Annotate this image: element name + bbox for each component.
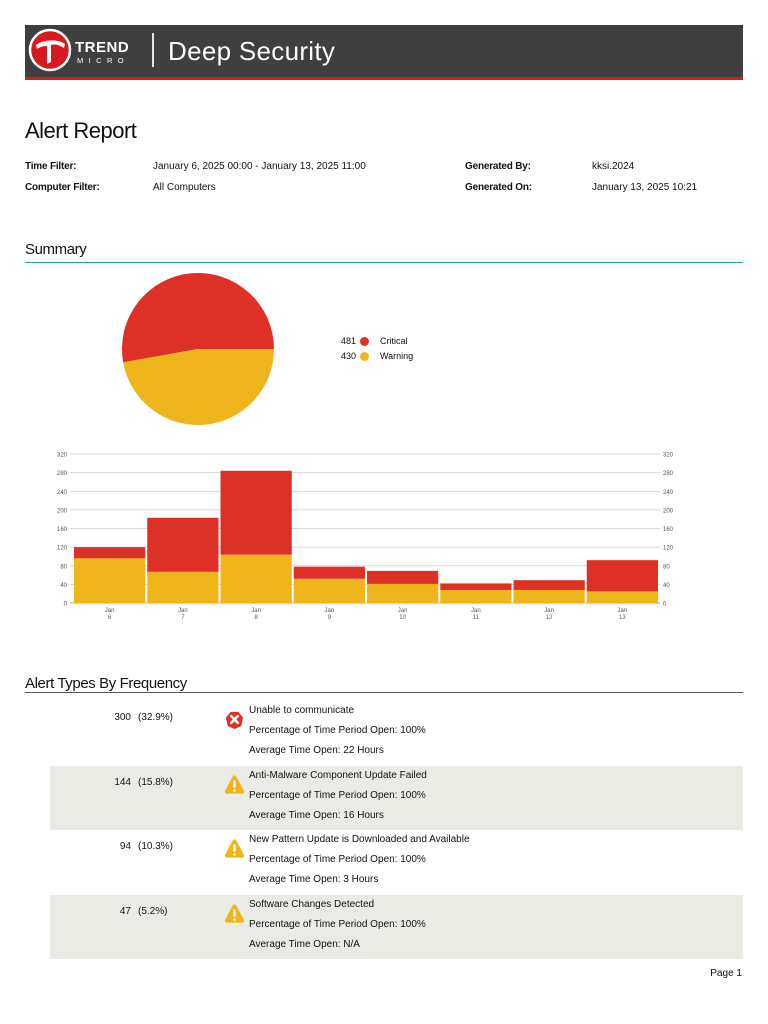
bar-segment-critical [440,583,511,590]
bar-segment-warning [367,584,438,603]
y-tick-label-right: 280 [663,471,674,478]
trend-micro-logo-icon [28,28,72,72]
bar-segment-warning [294,579,365,603]
bar-segment-warning [221,555,292,603]
alert-count: 47 [119,906,131,917]
header-banner [25,25,743,80]
x-tick-label: 11 [472,615,479,621]
alert-percentage: (5.2%) [138,906,168,917]
legend-label: Warning [380,351,414,361]
alert-type-row [50,830,743,894]
x-tick-label: 8 [254,615,258,621]
x-tick-label: 13 [619,615,626,621]
y-tick-label-left: 280 [56,471,67,478]
time-filter-label: Time Filter: [25,161,77,172]
y-tick-label-left: 40 [60,582,67,589]
bar-segment-warning [587,591,658,603]
alert-types-divider [25,692,743,693]
y-tick-label-right: 80 [663,564,670,571]
legend-count: 481 [340,336,356,346]
y-tick-label-left: 120 [56,545,67,552]
computer-filter-label: Computer Filter: [25,182,100,193]
y-tick-label-left: 0 [63,601,67,608]
computer-filter-value: All Computers [153,182,216,193]
logo-divider [152,33,154,67]
bar-segment-critical [74,547,145,558]
alert-type-row [50,766,743,830]
alert-count: 144 [114,777,131,788]
alert-type-row [50,701,743,765]
y-tick-label-left: 200 [56,508,67,515]
y-tick-label-right: 160 [663,527,674,533]
summary-heading: Summary [25,241,87,258]
alert-percentage: (10.3%) [138,841,174,852]
page-title: Alert Report [25,118,137,143]
alert-percentage: (15.8%) [138,777,174,788]
warning-icon [224,838,245,859]
x-tick-label: 6 [107,615,112,621]
alert-name: Software Changes Detected [249,899,375,910]
alert-open-percentage: Percentage of Time Period Open: 100% [249,790,426,801]
x-tick-label: Jan [251,608,261,614]
bar-segment-warning [74,558,145,603]
x-tick-label: Jan [544,608,554,614]
alert-open-percentage: Percentage of Time Period Open: 100% [249,725,426,736]
product-name: Deep Security [168,36,336,66]
y-tick-label-right: 320 [663,452,674,459]
y-tick-label-left: 320 [56,452,67,459]
x-tick-label: 10 [399,615,406,621]
y-tick-label-right: 200 [663,508,674,515]
critical-x-icon [224,709,245,730]
x-tick-label: Jan [617,608,628,614]
x-tick-label: 12 [545,615,553,621]
x-tick-label: Jan [397,608,408,614]
x-tick-label: 9 [327,615,332,621]
generated-on-value: January 13, 2025 10:21 [592,182,698,193]
legend-label: Critical [380,336,408,346]
logo-wordmark-trend: TREND [75,39,130,56]
x-tick-label: 7 [181,615,185,621]
legend-count: 430 [340,351,356,361]
alert-count: 300 [114,712,131,723]
alert-types-heading: Alert Types By Frequency [25,675,187,692]
alert-average-open: Average Time Open: 22 Hours [249,745,384,756]
pie-slice-warning [123,349,274,425]
alert-name: Anti-Malware Component Update Failed [249,770,427,781]
alert-average-open: Average Time Open: N/A [249,939,360,950]
y-tick-label-left: 80 [60,564,67,571]
alert-name: New Pattern Update is Downloaded and Available [249,834,470,845]
bar-segment-critical [367,571,438,584]
severity-pie-chart [122,271,274,429]
y-tick-label-left: 240 [56,489,67,496]
x-tick-label: Jan [324,608,335,614]
bar-segment-warning [440,590,511,603]
daily-alerts-bar-chart [40,446,690,632]
generated-by-value: kksi.2024 [592,161,635,172]
y-tick-label-right: 40 [663,582,670,589]
x-tick-label: Jan [178,608,188,614]
alert-average-open: Average Time Open: 3 Hours [249,874,379,885]
critical-dot-icon [360,337,369,346]
time-filter-value: January 6, 2025 00:00 - January 13, 2025 11:00 [153,161,366,172]
generated-by-label: Generated By: [465,161,531,172]
warning-icon [224,774,245,795]
page-number: Page 1 [710,968,742,979]
warning-dot-icon [360,352,369,361]
alert-type-row [50,895,743,959]
y-tick-label-left: 160 [56,527,67,533]
summary-divider [25,262,743,263]
y-tick-label-right: 240 [663,489,674,496]
alert-average-open: Average Time Open: 16 Hours [249,810,384,821]
x-tick-label: Jan [471,608,481,614]
generated-on-label: Generated On: [465,182,532,193]
alert-count: 94 [119,841,131,852]
logo-wordmark-micro: MICRO [77,56,129,65]
bar-segment-critical [514,580,585,590]
bar-segment-critical [294,567,365,579]
bar-segment-warning [147,572,218,603]
bar-segment-warning [514,590,585,603]
bar-segment-critical [221,471,292,555]
warning-icon [224,903,245,924]
alert-open-percentage: Percentage of Time Period Open: 100% [249,854,426,865]
bar-segment-critical [147,518,218,572]
alert-open-percentage: Percentage of Time Period Open: 100% [249,919,426,930]
y-tick-label-right: 120 [663,545,674,552]
alert-name: Unable to communicate [249,705,355,716]
bar-segment-critical [587,560,658,591]
alert-percentage: (32.9%) [138,712,174,723]
pie-slice-critical [122,273,274,362]
x-tick-label: Jan [104,608,115,614]
y-tick-label-right: 0 [663,601,667,608]
